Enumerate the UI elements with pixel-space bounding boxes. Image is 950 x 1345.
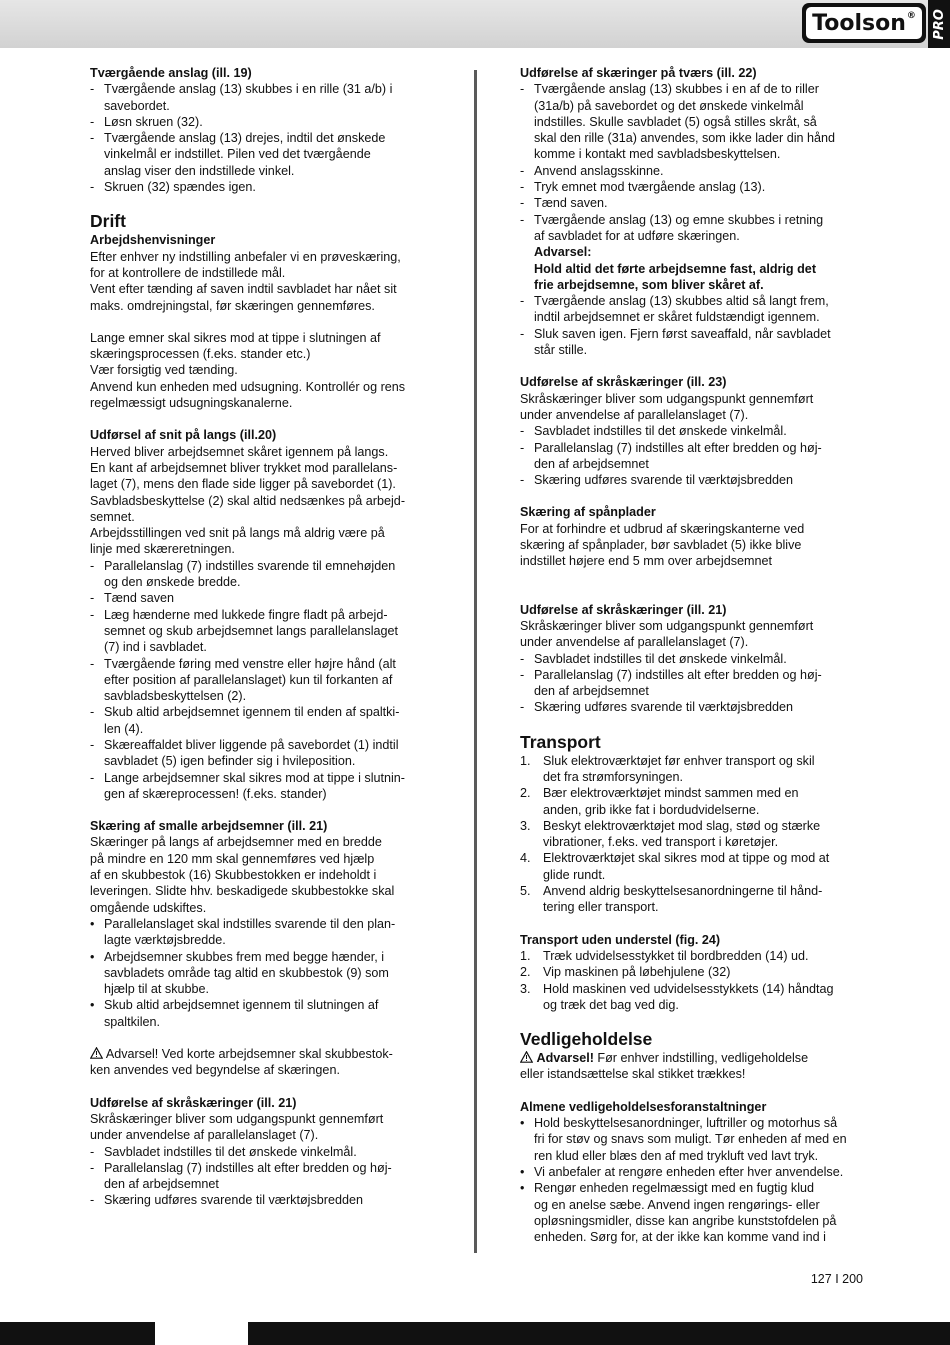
list-item-line: Anvend anslagsskinne. (534, 163, 664, 178)
list-marker: - (90, 607, 95, 622)
list-item-line: tering eller transport. (543, 900, 659, 915)
list-item-line: enheden. Sørg for, at der ikke kan komme vand ind i (534, 1230, 826, 1245)
list-item-line: Skruen (32) spændes igen. (104, 180, 256, 195)
list-item-line: (7) ind i savbladet. (104, 640, 207, 655)
text-line: Herved bliver arbejdsemnet skåret igennem på langs. (90, 444, 389, 459)
list-item (520, 667, 865, 700)
list-item (520, 883, 865, 916)
list-item-line: Tryk emnet mod tværgående anslag (13). (534, 180, 766, 195)
list-item-line: og den ønskede bredde. (104, 575, 241, 590)
list-item-line: Hold beskyttelsesanordninger, luftriller og motorhus så (534, 1116, 838, 1131)
list-item (90, 130, 440, 179)
text-line: under anvendelse af parallelanslaget (7). (90, 1128, 319, 1143)
dash-list (520, 81, 865, 244)
left-column (90, 65, 440, 1209)
list-marker: - (520, 294, 525, 309)
list-item-line: Tværgående anslag (13) skubbes i en rille (31 a/b) i (104, 82, 393, 97)
list-item-line: den af arbejdsemnet (534, 684, 649, 699)
list-marker: - (520, 667, 525, 682)
warning-text (520, 261, 865, 294)
right-column (520, 65, 865, 1245)
numbered-list (520, 753, 865, 916)
paragraph (520, 618, 865, 651)
list-marker: - (90, 131, 95, 146)
list-item-line: Skub altid arbejdsemnet igennem til slutningen af (104, 998, 379, 1013)
list-item-line: Parallelanslag (7) indstilles alt efter bredden og høj- (104, 1160, 392, 1175)
text-line: Anvend kun enheden med udsugning. Kontrollér og rens (90, 379, 406, 394)
list-item-line: Løsn skruen (32). (104, 114, 203, 129)
list-item (90, 81, 440, 114)
list-marker: 3. (520, 981, 531, 996)
list-item (520, 163, 865, 179)
list-item-line: Tværgående anslag (13) og emne skubbes i retning (534, 212, 824, 227)
heading-transport: Transport (520, 731, 601, 752)
list-item-line: Skæreaffaldet bliver liggende på savebordet (1) indtil (104, 737, 399, 752)
list-item-line: indstilles. Skulle savbladet (5) også stilles skråt, så (534, 114, 817, 129)
text-line: under anvendelse af parallelanslaget (7). (520, 407, 749, 422)
list-marker: - (90, 82, 95, 97)
list-item-line: ren klud eller blæs den af med trykluft ved lavt tryk. (534, 1148, 819, 1163)
list-item (90, 704, 440, 737)
paragraph (90, 834, 440, 915)
section-title: Almene vedligeholdelsesforanstaltninger (520, 1099, 767, 1114)
text-line: Lange emner skal sikres mod at tippe i slutningen af (90, 330, 381, 345)
list-item-line: gen af skæreprocessen! (f.eks. stander) (104, 786, 327, 801)
column-divider (474, 70, 477, 1253)
list-item-line: Savbladet indstilles til det ønskede vinkelmål. (534, 651, 787, 666)
list-marker: • (90, 916, 95, 931)
logo-text: Toolson® (812, 10, 916, 36)
list-item-line: Skæring udføres svarende til værktøjsbredden (534, 700, 793, 715)
list-item-line: efter position af parallelanslaget) kun til forkanten af (104, 672, 393, 687)
toolson-logo (802, 3, 926, 43)
dash-list (90, 558, 440, 802)
section-title: Udførelse af skæringer på tværs (ill. 22) (520, 66, 757, 80)
list-item-line: og træk det bag ved dig. (543, 997, 679, 1012)
section-title: Udførelse af skråskæringer (ill. 21) (90, 1095, 297, 1110)
section-title: Skæring af spånplader (520, 505, 656, 520)
bullet-list (90, 916, 440, 1030)
section-title: Skæring af smalle arbejdsemner (ill. 21) (90, 819, 328, 834)
list-marker: - (90, 705, 95, 720)
list-marker: - (520, 700, 525, 715)
list-item (90, 1144, 440, 1160)
list-item (520, 651, 865, 667)
list-item (520, 472, 865, 488)
list-marker: - (520, 424, 525, 439)
text-line: laget (7), mens den flade side ligger på savebordet (1). (90, 477, 396, 492)
list-item-line: len (4). (104, 721, 144, 736)
text-line: på mindre en 120 mm skal gennemføres ved hjælp (90, 851, 375, 866)
list-item-line: hjælp til at skubbe. (104, 982, 210, 997)
list-marker: • (520, 1116, 525, 1131)
list-item (90, 1192, 440, 1208)
list-item-line: Tværgående anslag (13) skubbes i en af de to riller (534, 82, 819, 97)
list-item-line: Parallelanslaget skal indstilles svarende til den plan- (104, 916, 396, 931)
list-item (90, 737, 440, 770)
text-line: omgående udskiftes. (90, 900, 207, 915)
list-item-line: savebordet. (104, 98, 170, 113)
list-item-line: indtil arbejdsemnet er skåret fuldstændigt igennem. (534, 310, 820, 325)
list-item-line: Parallelanslag (7) indstilles svarende til emnehøjden (104, 558, 396, 573)
list-item (90, 916, 440, 949)
list-marker: 1. (520, 753, 531, 768)
list-item-line: spaltkilen. (104, 1014, 161, 1029)
section-title: Tværgående anslag (ill. 19) (90, 66, 252, 80)
paragraph (90, 1111, 440, 1144)
text-line: Skråskæringer bliver som udgangspunkt gennemført (520, 391, 814, 406)
list-item-line: komme i kontakt med savbladsbeskyttelsen. (534, 147, 781, 162)
warning-triangle-icon (520, 1051, 533, 1063)
numbered-list (520, 948, 865, 1013)
section-title: Udførelse af skråskæringer (ill. 21) (520, 602, 727, 617)
list-item-line: Parallelanslag (7) indstilles alt efter bredden og høj- (534, 667, 822, 682)
text-line: linje med skæreretningen. (90, 542, 235, 557)
list-marker: - (90, 656, 95, 671)
footer-bar (0, 1322, 950, 1345)
list-item-line: Anvend aldrig beskyttelsesanordningerne til hånd- (543, 884, 823, 899)
logo-plate (806, 7, 922, 39)
bullet-list (520, 1115, 865, 1245)
list-item-line: Tværgående anslag (13) drejes, indtil det ønskede (104, 131, 386, 146)
list-marker: - (520, 196, 525, 211)
list-item (90, 114, 440, 130)
list-item-line: Lange arbejdsemner skal sikres mod at tippe i slutnin- (104, 770, 406, 785)
list-item-line: (31a/b) på savebordet og det ønskede vinkelmål (534, 98, 804, 113)
list-item-line: Elektroværktøjet skal sikres mod at tippe og mod at (543, 851, 830, 866)
list-item-line: savbladet (5) igen befinder sig i hvileposition. (104, 754, 356, 769)
list-item-line: Tænd saven (104, 591, 175, 606)
list-item-line: og en anelse sæbe. Anvend ingen rengørings- eller (534, 1197, 820, 1212)
list-marker: - (90, 1193, 95, 1208)
list-item-line: Skub altid arbejdsemnet igennem til enden af spaltki- (104, 705, 400, 720)
list-item-line: Rengør enheden regelmæssigt med en fugtig klud (534, 1181, 815, 1196)
list-item (90, 997, 440, 1030)
heading-vedligeholdelse: Vedligeholdelse (520, 1029, 653, 1050)
list-item-line: vibrationer, f.eks. ved transport i køretøjer. (543, 835, 779, 850)
list-marker: - (90, 180, 95, 195)
list-item (520, 1115, 865, 1164)
list-item-line: Arbejdsemner skubbes frem med begge hænder, i (104, 949, 385, 964)
list-item (520, 1164, 865, 1180)
list-item (90, 558, 440, 591)
list-marker: 5. (520, 884, 531, 899)
section-title: Udførsel af snit på langs (ill.20) (90, 428, 277, 443)
list-item-line: skal den rille (31a) anvendes, som ikke lader din hånd (534, 131, 836, 146)
text-line: indstillet højere end 5 mm over arbejdsemnet (520, 554, 772, 569)
list-marker: - (90, 770, 95, 785)
text-line: frie arbejdsemne, som bliver skåret af. (534, 277, 764, 292)
list-item-line: Sluk saven igen. Fjern først saveaffald, når savbladet (534, 326, 831, 341)
list-item (520, 818, 865, 851)
list-item (90, 607, 440, 656)
list-marker: • (520, 1181, 525, 1196)
list-item-line: Tænd saven. (534, 196, 608, 211)
paragraph (90, 249, 440, 314)
list-marker: 3. (520, 818, 531, 833)
dash-list (520, 293, 865, 358)
heading-drift: Drift (90, 211, 126, 232)
text-line: leveringen. Slidte hhv. beskadigede skubbestokke skal (90, 884, 395, 899)
list-item-line: opløsningsmidler, disse kan angribe kunststofdelen på (534, 1213, 837, 1228)
list-marker: • (90, 998, 95, 1013)
list-item-line: Beskyt elektroværktøjet mod slag, stød og stærke (543, 818, 821, 833)
section-title: Udførelse af skråskæringer (ill. 23) (520, 375, 727, 390)
text-line: En kant af arbejdsemnet bliver trykket mod parallelans- (90, 460, 398, 475)
list-item-line: Læg hænderne med lukkede fingre fladt på arbejd- (104, 607, 388, 622)
list-item-line: lagte værktøjsbredde. (104, 933, 226, 948)
section-title: Transport uden understel (fig. 24) (520, 932, 721, 947)
list-item (520, 981, 865, 1014)
list-marker: 4. (520, 851, 531, 866)
list-item-line: Træk udvidelsesstykket til bordbredden (14) ud. (543, 948, 809, 963)
list-item-line: Savbladet indstilles til det ønskede vinkelmål. (104, 1144, 357, 1159)
warning-triangle-icon (90, 1047, 103, 1059)
list-item (520, 179, 865, 195)
list-marker: - (90, 558, 95, 573)
warning-paragraph: Advarsel! Ved korte arbejdsemner skal skubbestok- ken anvendes ved begyndelse af skæringen. (90, 1047, 393, 1078)
list-marker: • (520, 1164, 525, 1179)
paragraph (90, 330, 440, 411)
list-marker: - (90, 1144, 95, 1159)
text-line: skæring af spånplader, bør savbladet (5) ikke blive (520, 538, 802, 553)
list-marker: - (520, 440, 525, 455)
list-item-line: Skæring udføres svarende til værktøjsbredden (104, 1193, 363, 1208)
list-item (90, 179, 440, 195)
list-marker: 1. (520, 948, 531, 963)
list-item-line: Parallelanslag (7) indstilles alt efter bredden og høj- (534, 440, 822, 455)
list-item (520, 440, 865, 473)
list-item-line: Bær elektroværktøjet mindst sammen med en (543, 786, 799, 801)
list-marker: - (520, 82, 525, 97)
list-item-line: vinkelmål er indstillet. Pilen ved det tværgående (104, 147, 371, 162)
list-item-line: Sluk elektroværktøjet før enhver transport og skil (543, 753, 815, 768)
list-marker: - (90, 1160, 95, 1175)
list-marker: - (520, 180, 525, 195)
text-line: Vent efter tænding af saven indtil savbladet har nået sit (90, 282, 397, 297)
text-line: Skæringer på langs af arbejdsemner med en bredde (90, 835, 382, 850)
list-item-line: Vi anbefaler at rengøre enheden efter hver anvendelse. (534, 1164, 844, 1179)
page-number: 127 I 200 (810, 1272, 863, 1286)
list-marker: - (90, 737, 95, 752)
list-item (520, 785, 865, 818)
list-item-line: fri for støv og snavs som muligt. Tør enheden af med en (534, 1132, 847, 1147)
list-item (90, 770, 440, 803)
list-marker: - (520, 212, 525, 227)
list-marker: - (520, 326, 525, 341)
list-item (520, 753, 865, 786)
list-marker: - (520, 651, 525, 666)
list-item (520, 195, 865, 211)
warning-paragraph: Advarsel! Før enhver indstilling, vedligeholdelse eller istandsættelse skal stikket trækkes! (520, 1051, 809, 1082)
list-item (520, 1180, 865, 1245)
paragraph (520, 521, 865, 570)
text-line: under anvendelse af parallelanslaget (7). (520, 635, 749, 650)
text-line: For at forhindre et udbrud af skæringskanterne ved (520, 521, 805, 536)
list-item-line: det fra strømforsyningen. (543, 769, 683, 784)
footer-gap (155, 1322, 248, 1345)
dash-list (520, 423, 865, 488)
list-marker: - (520, 473, 525, 488)
list-marker: 2. (520, 786, 531, 801)
list-marker: - (90, 591, 95, 606)
list-item (90, 656, 440, 705)
text-line: Hold altid det førte arbejdsemne fast, aldrig det (534, 261, 817, 276)
list-item-line: semnet og skub arbejdsemnet langs parallelanslaget (104, 623, 399, 638)
list-item-line: Savbladet indstilles til det ønskede vinkelmål. (534, 424, 787, 439)
section-title: Arbejdshenvisninger (90, 233, 216, 248)
warning-head: Advarsel: (534, 245, 592, 260)
text-line: semnet. (90, 509, 135, 524)
list-item (90, 949, 440, 998)
list-marker: - (90, 114, 95, 129)
list-item-line: den af arbejdsemnet (534, 456, 649, 471)
list-item-line: savbladets område tag altid en skubbestok (9) som (104, 965, 389, 980)
dash-list (520, 651, 865, 716)
list-item-line: savbladsbeskyttelsen (2). (104, 689, 247, 704)
list-item-line: Tværgående føring med venstre eller højre hånd (alt (104, 656, 396, 671)
list-item-line: Hold maskinen ved udvidelsesstykkets (14) håndtag (543, 981, 834, 996)
text-line: Savbladsbeskyttelse (2) skal altid nedsænkes på arbejd- (90, 493, 406, 508)
text-line: regelmæssigt udsugningskanalerne. (90, 396, 293, 411)
list-item-line: af savbladet for at udføre skæringen. (534, 228, 740, 243)
list-item-line: den af arbejdsemnet (104, 1177, 219, 1192)
list-item (90, 1160, 440, 1193)
paragraph (520, 391, 865, 424)
list-item (520, 293, 865, 326)
list-item (520, 699, 865, 715)
text-line: af en skubbestok (16) Skubbestokken er indeholdt i (90, 868, 377, 883)
list-item-line: glide rundt. (543, 867, 606, 882)
list-item-line: Tværgående anslag (13) skubbes altid så langt frem, (534, 294, 829, 309)
dash-list (90, 81, 440, 195)
text-line: Efter enhver ny indstilling anbefaler vi en prøveskæring, (90, 249, 401, 264)
text-line: Vær forsigtig ved tænding. (90, 363, 238, 378)
list-item (90, 590, 440, 606)
pro-tab (928, 0, 950, 48)
list-item-line: anslag viser den indstillede vinkel. (104, 163, 295, 178)
text-line: maks. omdrejningstal, før skæringen gennemføres. (90, 298, 375, 313)
list-marker: • (90, 949, 95, 964)
paragraph (90, 444, 440, 558)
list-item (520, 212, 865, 245)
text-line: Skråskæringer bliver som udgangspunkt gennemført (90, 1111, 384, 1126)
dash-list (90, 1144, 440, 1209)
list-item (520, 964, 865, 980)
list-marker: - (520, 163, 525, 178)
list-item-line: står stille. (534, 343, 588, 358)
list-item-line: anden, grib ikke fat i bordudvidelserne. (543, 802, 760, 817)
list-item (520, 850, 865, 883)
list-item-line: Skæring udføres svarende til værktøjsbredden (534, 473, 793, 488)
list-item (520, 423, 865, 439)
pro-label: PRO (931, 8, 947, 40)
list-item (520, 948, 865, 964)
list-item-line: Vip maskinen på løbehjulene (32) (543, 965, 731, 980)
text-line: Arbejdsstillingen ved snit på langs må aldrig være på (90, 526, 385, 541)
list-marker: 2. (520, 965, 531, 980)
text-line: for at kontrollere de indstillede mål. (90, 265, 286, 280)
list-item (520, 326, 865, 359)
text-line: skæringsprocessen (f.eks. stander etc.) (90, 347, 311, 362)
list-item (520, 81, 865, 162)
text-line: Skråskæringer bliver som udgangspunkt gennemført (520, 618, 814, 633)
